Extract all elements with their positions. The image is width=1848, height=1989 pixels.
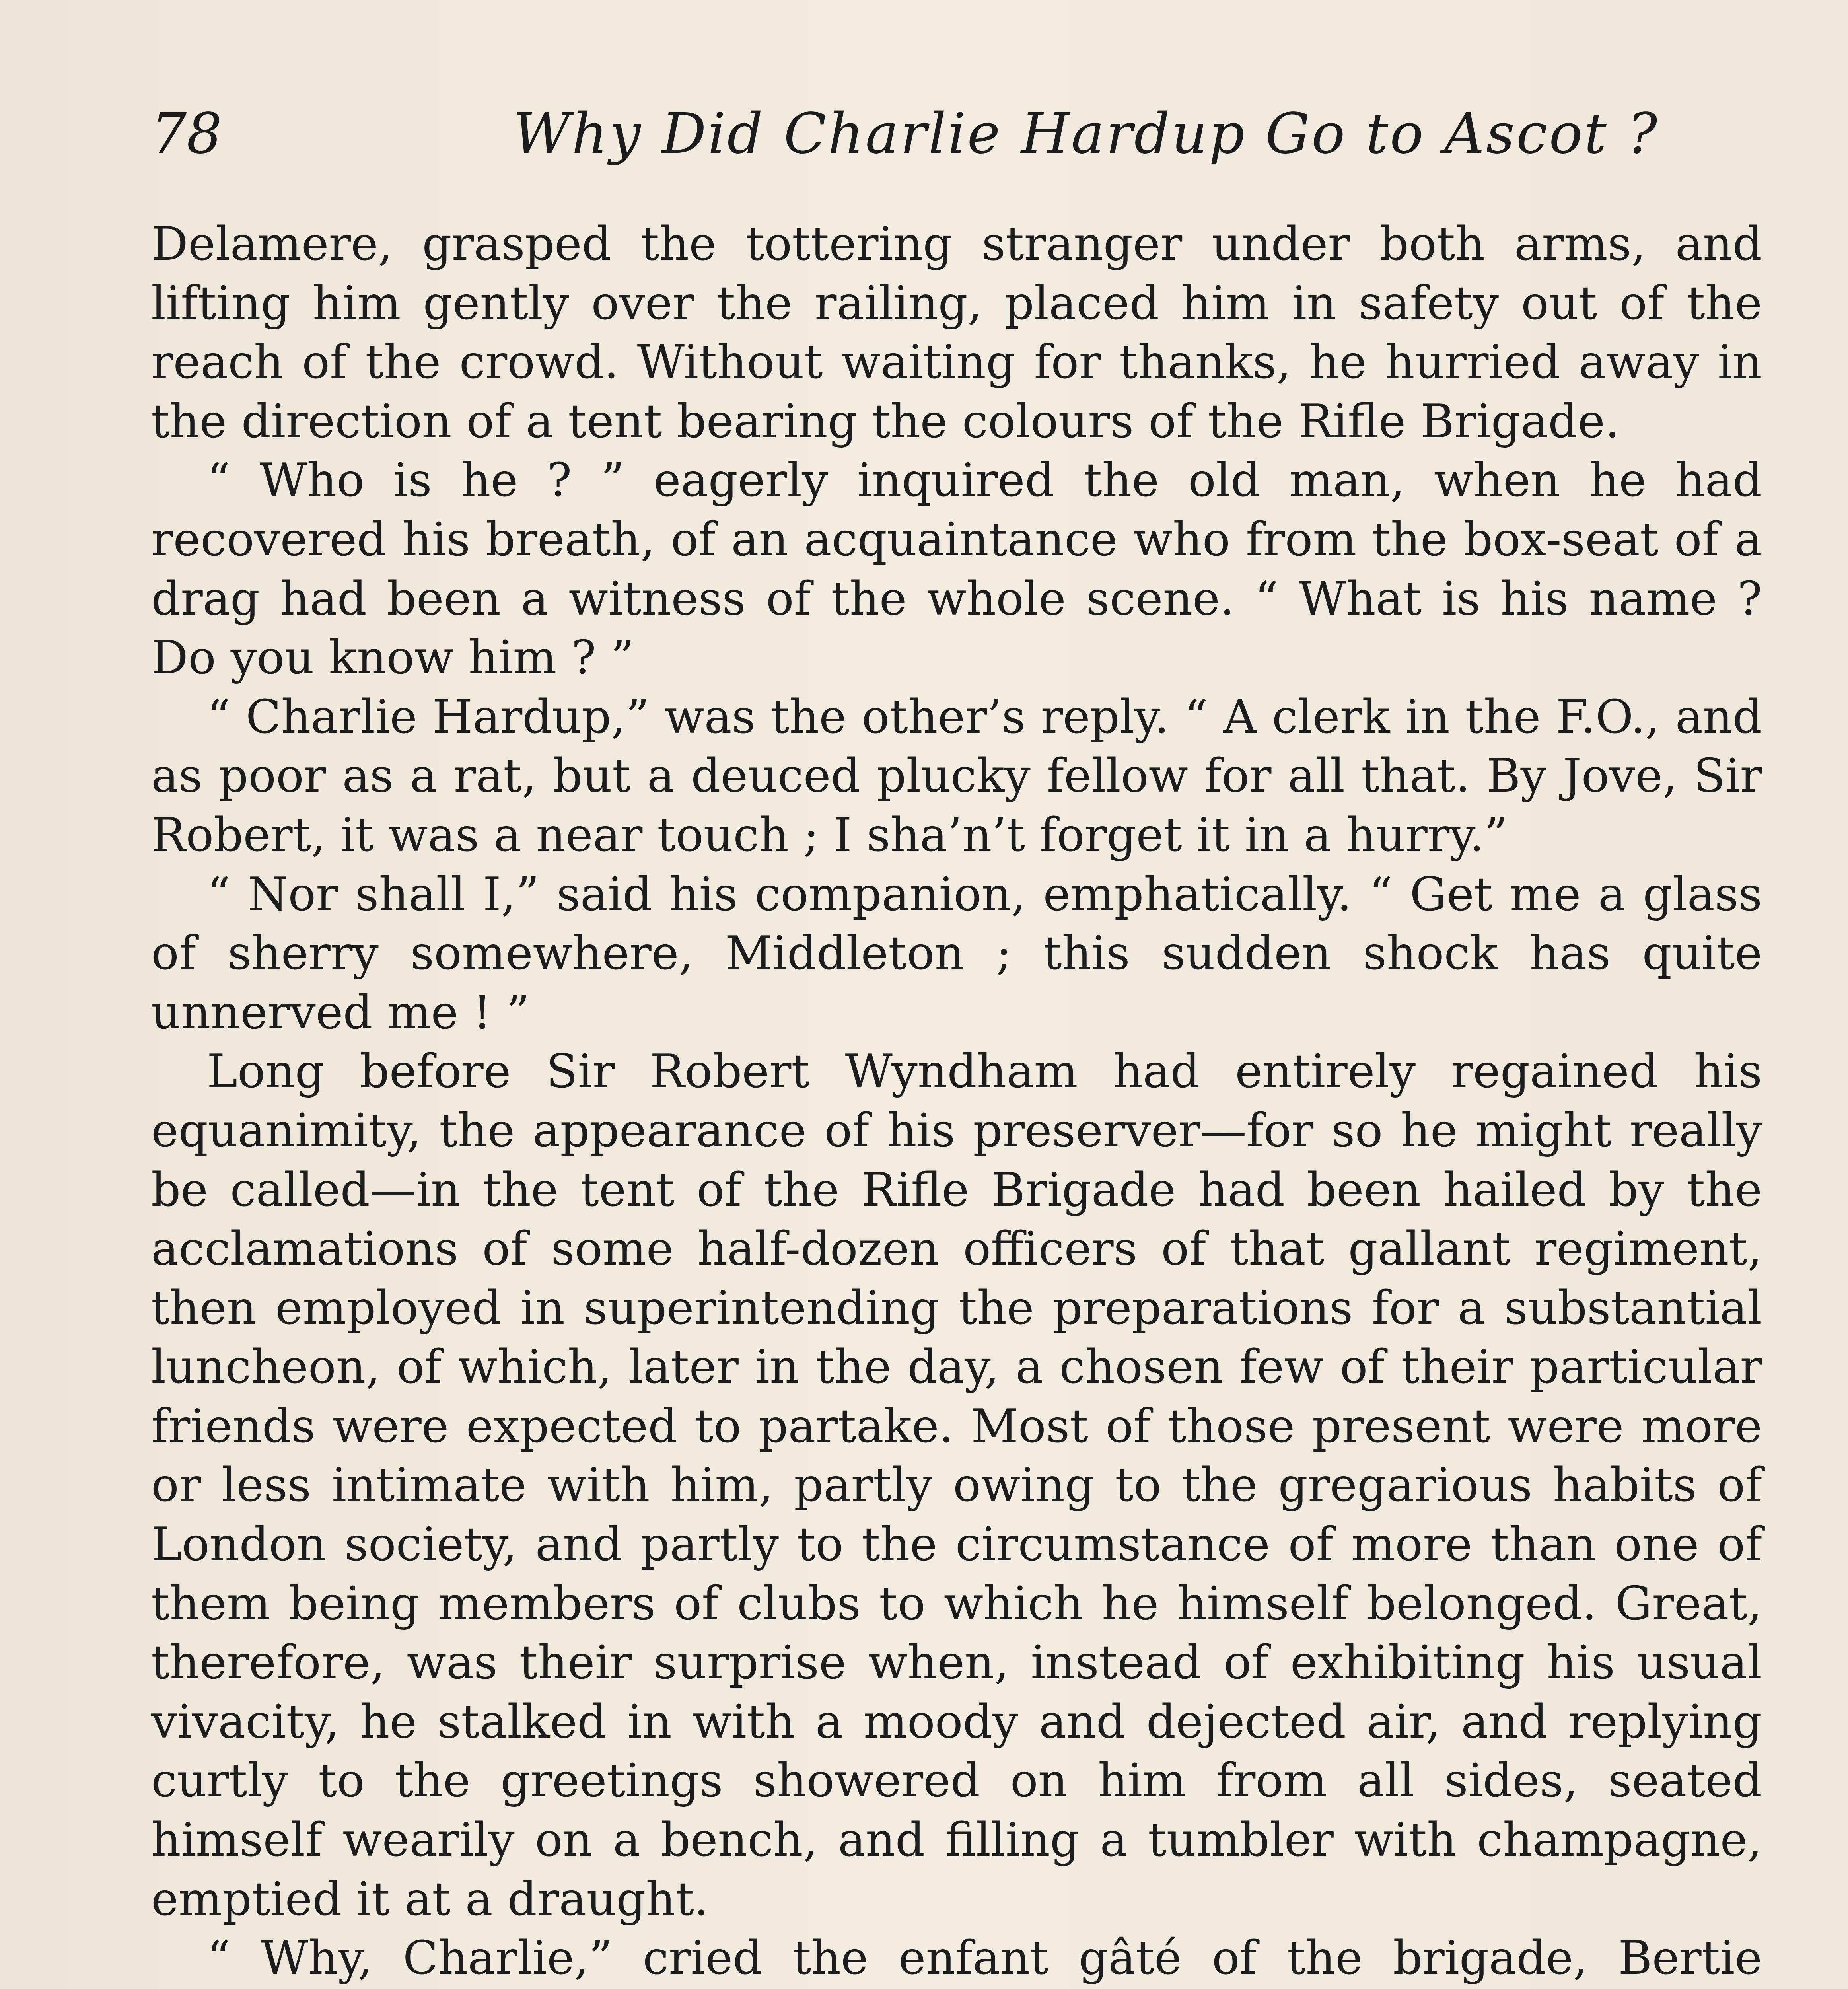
paragraph: “ Who is he ? ” eagerly inquired the old man, when he had recovered his breath, of an acquaintance who from the box-seat of a drag had been a witness of the whole scene. “ What is his name ? Do you know him ? ” [151,453,1762,685]
page-number: 78 [151,101,222,166]
page-header [151,93,1758,173]
paragraph: “ Nor shall I,” said his companion, emphatically. “ Get me a glass of sherry somewhere, Middleton ; this sudden shock has quite unnerved me ! ” [151,867,1762,1039]
page-body [151,215,1762,1989]
paragraph: “ Charlie Hardup,” was the other’s reply. “ A clerk in the F.O., and as poor as a rat, but a deuced plucky fellow for all that. By Jove, Sir Robert, it was a near touch ; I sha’n’t forget it in a hurry.” [151,690,1762,862]
running-title: Why Did Charlie Hardup Go to Ascot ? [513,101,1659,166]
paragraph: “ Why, Charlie,” cried the enfant gâté of the brigade, Bertie [207,1931,1762,1985]
paragraph: Long before Sir Robert Wyndham had entirely regained his equanimity, the appearance of his preserver—for so he might really be called—in the tent of the Rifle Brigade had been hailed by the acclamations of some half-dozen officers of that gallant regiment, then employed in superintending the preparations for a substantial luncheon, of which, later in the day, a chosen few of their particular friends were expected to partake. Most of those present were more or less intimate with him, partly owing to the gregarious habits of London society, and partly to the circumstance of more than one of them being members of clubs to which he himself belonged. Great, therefore, was their surprise when, instead of exhibiting his usual vivacity, he stalked in with a moody and dejected air, and replying curtly to the greetings showered on him from all sides, seated himself wearily on a bench, and filling a tumbler with champagne, emptied it at a draught. [151,1045,1762,1926]
paragraph: Delamere, grasped the tottering stranger under both arms, and lifting him gently over the railing, placed him in safety out of the reach of the crowd. Without waiting for thanks, he hurried away in the direction of a tent bearing the colours of the Rifle Brigade. [151,217,1762,448]
